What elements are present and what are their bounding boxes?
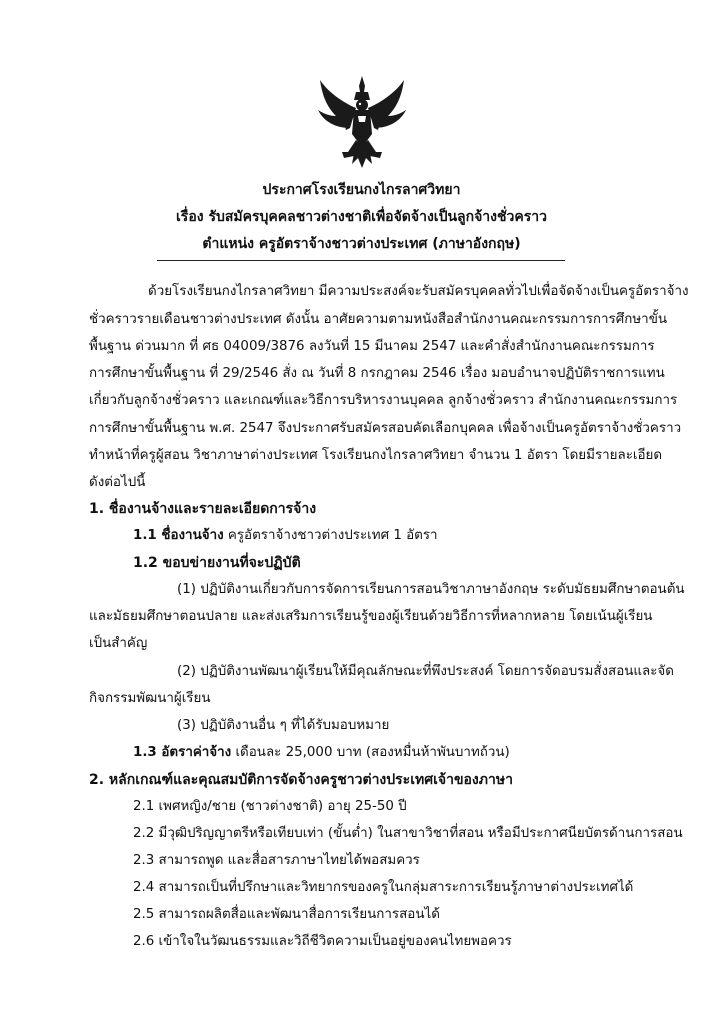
duty-2-line: กิจกรรมพัฒนาผู้เรียน <box>89 691 211 706</box>
duty-2-line: (2) ปฏิบัติงานพัฒนาผู้เรียนให้มีคุณลักษณะที่พึงประสงค์ โดยการจัดอบรมสั่งสอนและจัด <box>177 664 674 679</box>
item-1-3-value: เดือนละ 25,000 บาท (สองหมื่นห้าพันบาทถ้วน) <box>235 745 510 760</box>
item-1-1-label: 1.1 ชื่องานจ้าง <box>133 528 224 543</box>
title-divider <box>157 260 565 261</box>
intro-line: ดังต่อไปนี้ <box>89 475 146 490</box>
intro-line: ทำหน้าที่ครูผู้สอน วิชาภาษาต่างประเทศ โรงเรียนกงไกรลาศวิทยา จำนวน 1 อัตรา โดยมีรายละเอียด <box>89 448 663 463</box>
item-1-1-value: ครูอัตราจ้างชาวต่างประเทศ 1 อัตรา <box>227 528 438 543</box>
criteria-item: 2.2 มีวุฒิปริญญาตรีหรือเทียบเท่า (ขั้นต่ำ) ในสาขาวิชาที่สอน หรือมีประกาศนียบัตรด้านการสอน <box>133 826 683 841</box>
announcement-position: ตำแหน่ง ครูอัตราจ้างชาวต่างประเทศ (ภาษาอังกฤษ) <box>202 236 521 252</box>
section-1-heading: 1. ชื่องานจ้างและรายละเอียดการจ้าง <box>89 501 317 517</box>
section-2-heading: 2. หลักเกณฑ์และคุณสมบัติการจัดจ้างครูชาวต่างประเทศเจ้าของภาษา <box>89 772 513 788</box>
duty-1-line: และมัธยมศึกษาตอนปลาย และส่งเสริมการเรียนรู้ของผู้เรียนด้วยวิธีการที่หลากหลาย โดยเน้นผู้เรียน <box>89 609 653 624</box>
criteria-item: 2.1 เพศหญิง/ชาย (ชาวต่างชาติ) อายุ 25-50 ปี <box>133 799 407 814</box>
announcement-title: ประกาศโรงเรียนกงไกรลาศวิทยา <box>262 182 461 198</box>
intro-line: ด้วยโรงเรียนกงไกรลาศวิทยา มีความประสงค์จะรับสมัครบุคคลทั่วไปเพื่อจัดจ้างเป็นครูอัตราจ้าง <box>148 284 689 299</box>
intro-line: เกี่ยวกับลูกจ้างชั่วคราว และเกณฑ์และวิธีการบริหารงานบุคคล ลูกจ้างชั่วคราว สำนักงานคณะกรรมการ <box>89 393 678 408</box>
duty-3-line: (3) ปฏิบัติงานอื่น ๆ ที่ได้รับมอบหมาย <box>177 718 390 733</box>
criteria-item: 2.4 สามารถเป็นที่ปรึกษาและวิทยากรของครูในกลุ่มสาระการเรียนรู้ภาษาต่างประเทศได้ <box>133 880 634 895</box>
garuda-emblem-icon <box>312 72 412 172</box>
item-1-3-label: 1.3 อัตราค่าจ้าง <box>133 745 232 760</box>
intro-line: การศึกษาขั้นพื้นฐาน พ.ศ. 2547 จึงประกาศรับสมัครสอบคัดเลือกบุคคล เพื่อจ้างเป็นครูอัตราจ้างชั่วคราว <box>89 421 682 436</box>
intro-line: การศึกษาขั้นพื้นฐาน ที่ 29/2546 สั่ง ณ วันที่ 8 กรกฎาคม 2546 เรื่อง มอบอำนาจปฏิบัติราชการแทน <box>89 366 665 381</box>
item-1-2-label: 1.2 ขอบข่ายงานที่จะปฏิบัติ <box>133 555 301 571</box>
criteria-item: 2.6 เข้าใจในวัฒนธรรมและวิถีชีวิตความเป็นอยู่ของคนไทยพอควร <box>133 934 512 949</box>
criteria-item: 2.5 สามารถผลิตสื่อและพัฒนาสื่อการเรียนการสอนได้ <box>133 907 440 922</box>
criteria-item: 2.3 สามารถพูด และสื่อสารภาษาไทยได้พอสมควร <box>133 853 420 868</box>
announcement-subject: เรื่อง รับสมัครบุคคลชาวต่างชาติเพื่อจัดจ้างเป็นลูกจ้างชั่วคราว <box>176 209 547 225</box>
duty-1-line: เป็นสำคัญ <box>89 636 148 651</box>
item-1-3 <box>133 744 510 762</box>
intro-line: พื้นฐาน ด่วนมาก ที่ ศธ 04009/3876 ลงวันที่ 15 มีนาคม 2547 และคำสั่งสำนักงานคณะกรรมการ <box>89 339 655 354</box>
intro-line: ชั่วคราวรายเดือนชาวต่างประเทศ ดังนั้น อาศัยความตามหนังสือสำนักงานคณะกรรมการการศึกษาขั้น <box>89 312 668 327</box>
duty-1-line: (1) ปฏิบัติงานเกี่ยวกับการจัดการเรียนการสอนวิชาภาษาอังกฤษ ระดับมัธยมศึกษาตอนต้น <box>177 582 685 597</box>
item-1-1 <box>133 527 438 545</box>
